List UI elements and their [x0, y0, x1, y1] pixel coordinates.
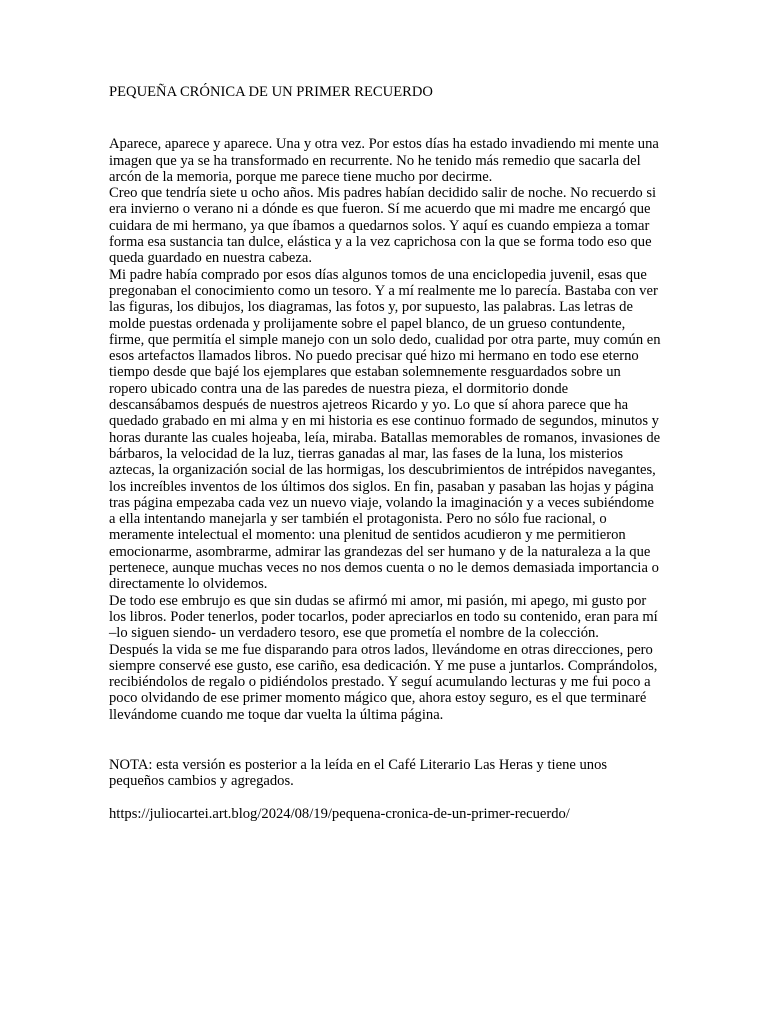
source-link[interactable]: https://juliocartei.art.blog/2024/08/19/pequena-cronica-de-un-primer-recuerdo/: [109, 805, 570, 822]
author-note: NOTA: esta versión es posterior a la leída en el Café Literario Las Heras y tiene unos pequeños cambios y agregados.: [109, 756, 608, 790]
link-spacer: [109, 790, 661, 806]
note-spacer: [109, 723, 661, 757]
document-body: [109, 84, 661, 822]
paragraph-2: Creo que tendría siete u ocho años. Mis padres habían decidido salir de noche. No recuerdo si era invierno o verano ni a dónde es que fueron. Sí me acuerdo que mi madre me encargó que cuidara de mi hermano, ya que íbamos a quedarnos solos. Y aquí es cuando empieza a tomar forma esa sustancia tan dulce, elástica y a la vez caprichosa con la que se forma todo eso que queda guardado en nuestra cabeza.: [109, 185, 657, 267]
paragraph-3: Mi padre había comprado por esos días algunos tomos de una enciclopedia juvenil, esas que pregonaban el conocimiento como un tesoro. Y a mí realmente me lo parecía. Bastaba con ver las figuras, los dibujos, los diagramas, las fotos y, por supuesto, las palabras. Las letras de molde puestas ordenada y prolijamente sobre el papel blanco, de un grueso contundente, firme, que permitía el simple manejo con un solo dedo, cualidad por otra parte, muy común en esos artefactos llamados libros. No puedo precisar qué hizo mi hermano en todo ese eterno tiempo desde que bajé los ejemplares que estaban solemnemente resguardados sobre un ropero ubicado contra una de las paredes de nuestra pieza, el dormitorio donde descansábamos después de nuestros ajetreos Ricardo y yo. Lo que sí ahora parece que ha quedado grabado en mi alma y en mi historia es ese continuo formado de segundos, minutos y horas durante las cuales hojeaba, leía, miraba. Batallas memorables de romanos, invasiones de bárbaros, la velocidad de la luz, tierras ganadas al mar, las fases de la luna, los misterios aztecas, la organización social de las hormigas, los descubrimientos de intrépidos navegantes, los increíbles inventos de los últimos dos siglos. En fin, pasaban y pasaban las hojas y página tras página empezaba cada vez un nuevo viaje, volando la imaginación y a veces subiéndome a ella intentando manejarla y ser también el protagonista. Pero no sólo fue racional, o meramente intelectual el momento: una plenitud de sentidos acudieron y me permitieron emocionarme, asombrarme, admirar las grandezas del ser humano y de la naturaleza a la que pertenece, aunque muchas veces no nos demos cuenta o no le demos demasiada importancia o directamente lo olvidemos.: [109, 266, 661, 593]
document-title: PEQUEÑA CRÓNICA DE UN PRIMER RECUERDO: [109, 84, 433, 100]
paragraph-1: Aparece, aparece y aparece. Una y otra vez. Por estos días ha estado invadiendo mi mente una imagen que ya se ha transformado en recurrente. No he tenido más remedio que sacarla del arcón de la memoria, porque me parece tiene mucho por decirme.: [109, 136, 659, 185]
paragraph-4: De todo ese embrujo es que sin dudas se afirmó mi amor, mi pasión, mi apego, mi gusto por los libros. Poder tenerlos, poder tocarlos, poder apreciarlos en todo su contenido, eran para mí –lo siguen siendo- un verdadero tesoro, ese que prometía el nombre de la colección.: [109, 592, 658, 642]
paragraph-5: Después la vida se me fue disparando para otros lados, llevándome en otras direcciones, pero siempre conservé ese gusto, ese cariño, esa dedicación. Y me puse a juntarlos. Comprándolos, recibiéndolos de regalo o pidiéndolos prestado. Y seguí acumulando lecturas y me fui poco a poco olvidando de ese primer momento mágico que, ahora estoy seguro, es el que terminaré llevándome cuando me toque dar vuelta la última página.: [109, 641, 658, 723]
title-spacer: [109, 100, 661, 136]
